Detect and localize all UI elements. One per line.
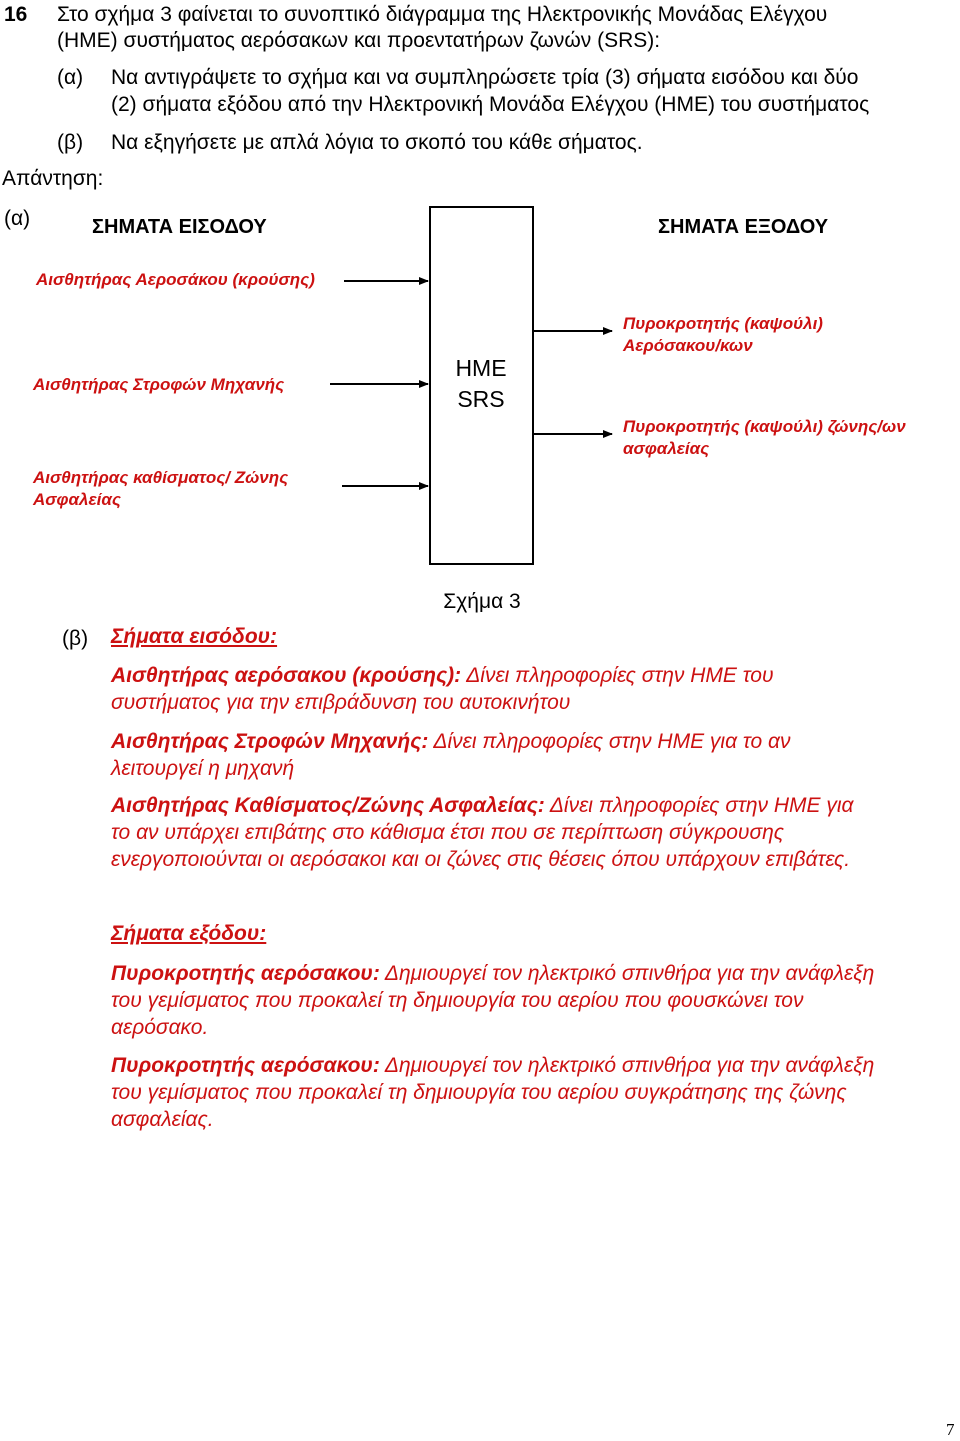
page-number: 7 [946, 1420, 955, 1439]
figure-caption: Σχήμα 3 [443, 590, 521, 613]
question-b-line1: Να εξηγήσετε με απλά λόγια το σκοπό του κάθε σήματος. [111, 131, 643, 154]
question-number: 16 [4, 3, 28, 26]
inputs-section-title: Σήματα εισόδου: [111, 625, 278, 648]
part-b-label: (β) [62, 627, 89, 650]
output-label-1-line2: Αερόσακου/κων [623, 336, 753, 355]
input-text-3-line3: ενεργοποιούνται οι αερόσακοι και οι ζώνες στις θέσεις όπου υπάρχουν επιβάτες. [111, 848, 851, 871]
output-text-1-line2: του γεμίσματος που προκαλεί τη δημιουργία του αερίου που φουσκώνει τον [111, 989, 804, 1012]
ecu-box-label-line1: ΗΜΕ [455, 355, 507, 381]
input-text-3: Δίνει πληροφορίες στην ΗΜΕ για [544, 794, 854, 817]
inputs-header: ΣΗΜΑΤΑ ΕΙΣΟΔΟΥ [92, 216, 267, 238]
question-a-label: (α) [57, 66, 84, 89]
question-b-label: (β) [57, 131, 84, 154]
question-a-line2: (2) σήματα εξόδου από την Ηλεκτρονική Μονάδα Ελέγχου (ΗΜΕ) του συστήματος [111, 93, 870, 116]
question-a-line1: Να αντιγράψετε το σχήμα και να συμπληρώσετε τρία (3) σήματα εισόδου και δύο [111, 66, 859, 89]
input-text-3-line2: το αν υπάρχει επιβάτης στο κάθισμα έτσι που σε περίπτωση σύγκρουσης [111, 821, 785, 844]
output-label-1-line1: Πυροκροτητής (καψούλι) [623, 314, 823, 333]
output-label-2-line1: Πυροκροτητής (καψούλι) ζώνης/ων [623, 417, 906, 436]
srs-block-diagram [0, 0, 960, 620]
input-term-1: Αισθητήρας αερόσακου (κρούσης): [111, 664, 462, 687]
input-label-3-line1: Αισθητήρας καθίσματος/ Ζώνης [33, 468, 289, 487]
ecu-box-label-line2: SRS [457, 386, 505, 412]
input-text-2-line2: λειτουργεί η μηχανή [111, 757, 295, 780]
diagram-part-label: (α) [4, 207, 31, 230]
question-intro-line2: (ΗΜΕ) συστήματος αερόσακων και προεντατήρων ζωνών (SRS): [57, 29, 661, 52]
output-text-1-line3: αερόσακο. [111, 1016, 209, 1039]
output-term-1: Πυροκροτητής αερόσακου: [111, 962, 380, 985]
output-explanation-2 [111, 1052, 874, 1079]
output-label-2-line2: ασφαλείας [623, 439, 710, 458]
input-explanation-1 [111, 662, 774, 689]
input-text-2: Δίνει πληροφορίες στην ΗΜΕ για το αν [428, 730, 791, 753]
input-term-2: Αισθητήρας Στροφών Μηχανής: [111, 730, 429, 753]
input-label-2: Αισθητήρας Στροφών Μηχανής [33, 375, 285, 394]
output-explanation-1 [111, 960, 874, 987]
output-term-2: Πυροκροτητής αερόσακου: [111, 1054, 380, 1077]
input-explanation-3 [111, 792, 854, 819]
input-explanation-2 [111, 728, 790, 755]
output-text-2-line3: ασφαλείας. [111, 1108, 214, 1131]
outputs-header: ΣΗΜΑΤΑ ΕΞΟΔΟΥ [658, 216, 829, 238]
output-text-2: Δημιουργεί τον ηλεκτρικό σπινθήρα για την ανάφλεξη [379, 1054, 875, 1077]
input-text-1-line2: συστήματος για την επιβράδυνση του αυτοκινήτου [111, 691, 571, 714]
input-label-1: Αισθητήρας Αεροσάκου (κρούσης) [36, 270, 315, 289]
output-text-2-line2: του γεμίσματος που προκαλεί τη δημιουργία του αερίου συγκράτησης της ζώνης [111, 1081, 847, 1104]
question-intro-line1: Στο σχήμα 3 φαίνεται το συνοπτικό διάγραμμα της Ηλεκτρονικής Μονάδας Ελέγχου [57, 3, 828, 26]
answer-label: Απάντηση: [2, 167, 104, 190]
outputs-section-title: Σήματα εξόδου: [111, 922, 267, 945]
input-term-3: Αισθητήρας Καθίσματος/Ζώνης Ασφαλείας: [111, 794, 545, 817]
input-label-3-line2: Ασφαλείας [33, 490, 121, 509]
input-text-1: Δίνει πληροφορίες στην ΗΜΕ του [461, 664, 774, 687]
output-text-1: Δημιουργεί τον ηλεκτρικό σπινθήρα για την ανάφλεξη [379, 962, 875, 985]
